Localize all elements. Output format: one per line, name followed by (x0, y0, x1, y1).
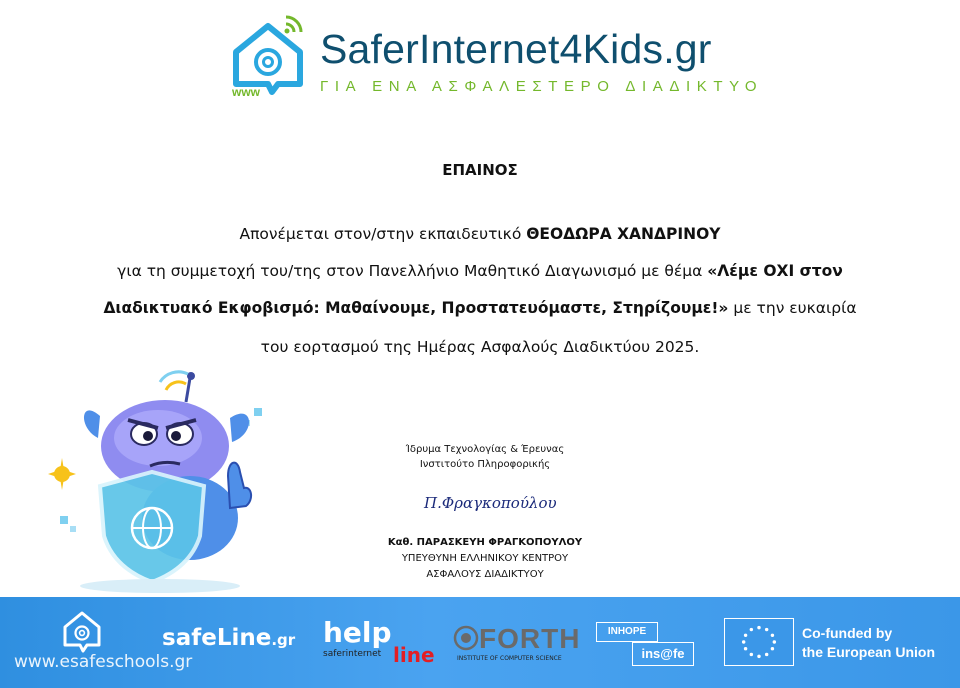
helpline-help-word: help (323, 616, 392, 649)
award-line-3 (60, 299, 900, 317)
recipient-name: ΘΕΟΔΩΡΑ ΧΑΝΔΡΙΝΟΥ (526, 225, 721, 243)
signatory-organization: Ίδρυμα Τεχνολογίας & Έρευνας (405, 444, 565, 455)
esafeschools-url: www.esafeschools.gr (14, 652, 193, 672)
inhope-insafe-logo (596, 622, 700, 668)
contest-theme-part1: «Λέμε ΟΧΙ στον (707, 262, 843, 280)
svg-text:Π.Φραγκοπούλου: Π.Φραγκοπούλου (424, 494, 557, 512)
eu-flag-icon (724, 618, 794, 666)
helpline-line-word: line (393, 643, 435, 667)
handwritten-signature (420, 484, 560, 518)
helpline-logo (323, 616, 435, 667)
saferinternet4kids-logo (228, 12, 768, 100)
eu-funding-text (802, 624, 935, 662)
house-at-icon (60, 607, 104, 653)
sparkle-icon (48, 458, 76, 490)
logo-tagline: ΓΙΑ ΕΝΑ ΑΣΦΑΛΕΣΤΕΡΟ ΔΙΑΔΙΚΤΥΟ (320, 78, 764, 95)
award-line-1 (60, 225, 900, 243)
helpline-subtitle: saferinternet (323, 649, 382, 659)
occasion-text: με την ευκαιρία (728, 299, 857, 317)
mascot-with-shield-illustration (40, 368, 280, 596)
safeline-logo (162, 625, 295, 651)
logo-www: www (232, 85, 261, 98)
forth-emblem-icon (453, 625, 479, 651)
signatory-institute: Ινστιτούτο Πληροφορικής (419, 459, 551, 470)
signatory-role-line-2: ΑΣΦΑΛΟΥΣ ΔΙΑΔΙΚΤΥΟΥ (426, 569, 544, 580)
signatory-name: Καθ. ΠΑΡΑΣΚΕΥΗ ΦΡΑΓΚΟΠΟΥΛΟΥ (387, 537, 583, 548)
house-at-icon (228, 12, 308, 98)
inhope-label: INHOPE (596, 622, 658, 642)
eu-line-2: the European Union (802, 644, 935, 660)
participation-text: για τη συμμετοχή του/της στον Πανελλήνιο Μαθητικό Διαγωνισμό με θέμα (117, 262, 708, 280)
contest-theme-part2: Διαδικτυακό Εκφοβισμό: Μαθαίνουμε, Προστατευόμαστε, Στηρίζουμε!» (103, 299, 729, 317)
forth-word: FORTH (479, 623, 581, 654)
safeline-word: safeLine (162, 625, 272, 651)
insafe-label: ins@fe (632, 642, 694, 666)
eu-cofunded-logo (724, 618, 950, 668)
eu-line-1: Co-funded by (802, 625, 893, 641)
award-prefix: Απονέμεται στον/στην εκπαιδευτικό (239, 225, 527, 243)
award-line-4: του εορτασμού της Ημέρας Ασφαλούς Διαδικτύου 2025. (260, 338, 700, 356)
forth-subtitle: INSTITUTE OF COMPUTER SCIENCE (457, 655, 562, 662)
forth-logo (453, 623, 581, 665)
signatory-role-line-1: ΥΠΕΥΘΥΝΗ ΕΛΛΗΝΙΚΟΥ ΚΕΝΤΡΟΥ (401, 553, 569, 564)
award-line-2 (60, 262, 900, 280)
certificate-title: ΕΠΑΙΝΟΣ (442, 161, 518, 179)
partner-logos-footer (0, 597, 960, 688)
logo-title: SaferInternet4Kids.gr (320, 26, 712, 72)
safeline-suffix: .gr (271, 631, 296, 649)
